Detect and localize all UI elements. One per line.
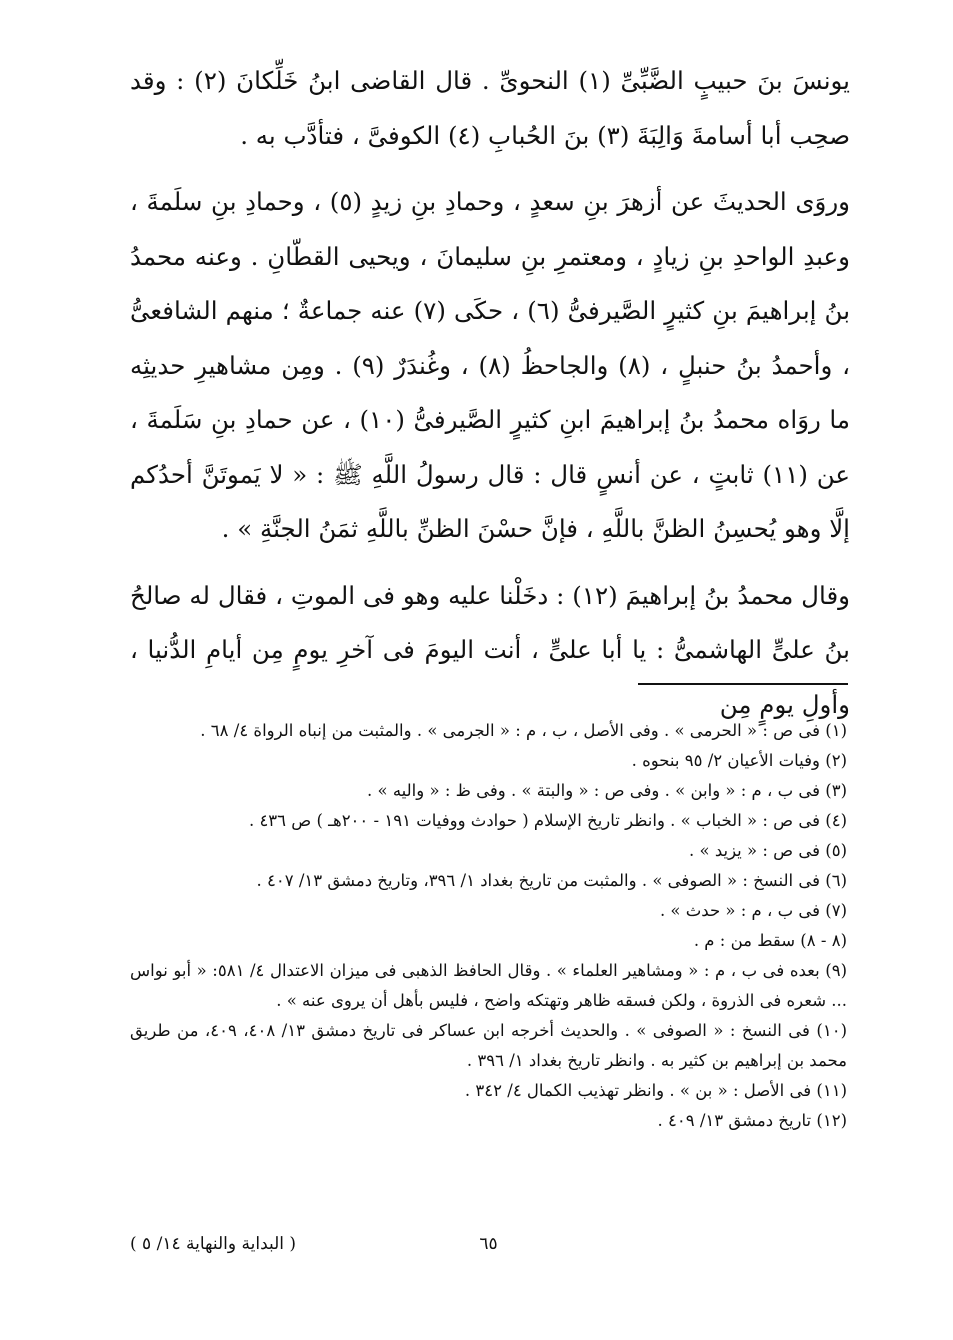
paragraph-spacer <box>130 557 850 569</box>
footnotes-section <box>130 716 847 1136</box>
page-number: ٦٥ <box>479 1234 498 1254</box>
footnote-divider <box>638 683 848 685</box>
main-text <box>130 54 850 732</box>
footnote-4: (٤) فى ص : « الخباب » . وانظر تاريخ الإسلام ( حوادث ووفيات ١٩١ - ٢٠٠هـ ) ص ٤٣٦ . <box>248 811 847 830</box>
footnote-8: (٨ - ٨) سقط من : م . <box>693 931 847 950</box>
footnote-12: (١٢) تاريخ دمشق ١٣/ ٤٠٩ . <box>657 1111 847 1130</box>
footnote-7: (٧) فى ب ، م : « حدث » . <box>659 901 847 920</box>
page-footer <box>130 1234 847 1264</box>
paragraph-3: وقال محمدُ بنُ إبراهيمَ (١٢) : دخَلْنا عليه وهو فى الموتِ ، فقال له صالحُ بنُ علىٍّ الهاشمىُّ : يا أبا علىٍّ ، أنت اليومَ فى آخرِ يومٍ مِن أيامِ الدُّنيا ، وأولِ يومٍ مِن <box>130 580 850 719</box>
footnote-10: (١٠) فى النسخ : « الصوفى » . والحديث أخرجه ابن عساكر فى تاريخ دمشق ١٣/ ٤٠٨، ٤٠٩، من طريق محمد بن إبراهيم بن كثير به . وانظر تاريخ بغداد ١/ ٣٩٦ . <box>130 1021 847 1070</box>
footnote-3: (٣) فى ب ، م : « وابن » . وفى ص : « والبتة » . وفى ظ : « واليه » . <box>367 781 847 800</box>
footnote-2: (٢) وفيات الأعيان ٢/ ٩٥ بنحوه . <box>631 751 847 770</box>
footnote-5: (٥) فى ص : « يزيد » . <box>689 841 847 860</box>
footnote-1: (١) فى ص : « الحرمى » . وفى الأصل ، ب ، م : « الجرمى » . والمثبت من إنباه الرواة ٤/ ٦٨ . <box>200 721 847 740</box>
paragraph-spacer <box>130 163 850 175</box>
paragraph-1: يونسَ بنَ حبيبٍ الضَّبِّىِّ (١) النحوىِّ . قال القاضى ابنُ خَلِّكانَ (٢) : وقد صحِب أبا أسامةَ وَالِبَةَ (٣) بنَ الحُبابِ (٤) الكوفىَّ ، فتأدَّب به . <box>130 66 850 150</box>
footnote-11: (١١) فى الأصل : « بن » . وانظر تهذيب الكمال ٤/ ٣٤٢ . <box>464 1081 847 1100</box>
footnote-6: (٦) فى النسخ : « الصوفى » . والمثبت من تاريخ بغداد ١/ ٣٩٦، وتاريخ دمشق ١٣/ ٤٠٧ . <box>256 871 847 890</box>
paragraph-2: وروَى الحديثَ عن أزهرَ بنِ سعدٍ ، وحمادِ بنِ زيدٍ (٥) ، وحمادِ بنِ سلَمةَ ، وعبدِ الواحدِ بنِ زيادٍ ، ومعتمرِ بنِ سليمانَ ، ويحيى القطّانِ . وعنه محمدُ بنُ إبراهيمَ بنِ كثيرٍ الصَّيرفىُّ (٦) ، حكَى (٧) عنه جماعةٌ ؛ منهم الشافعىُّ ، وأحمدُ بنُ حنبلٍ ، (٨) والجاحظُ (٨) ، وغُندَرٌ (٩) . ومِن مشاهيرِ حديثِه ما روَاه محمدُ بنُ إبراهيمَ ابنِ كثيرٍ الصَّيرفىُّ (١٠) ، عن حمادِ بنِ سَلَمةَ ، عن (١١) ثابتٍ ، عن أنسٍ قال : قال رسولُ اللَّهِ ﷺ : « لا يَموتَنَّ أحدُكم إلَّا وهو يُحسِنُ الظنَّ باللَّهِ ، فإنَّ حسْنَ الظنِّ باللَّهِ ثمَنُ الجنَّةِ » . <box>130 187 851 543</box>
footnote-9: (٩) بعده فى ب ، م : « ومشاهير العلماء » . وقال الحافظ الذهبى فى ميزان الاعتدال ٤/ ٥٨١: « أبو نواس ... شعره فى الذروة ، ولكن فسقه ظاهر وتهتكه واضح ، فليس بأهل أن يروى عنه » . <box>130 961 847 1010</box>
running-title: ( البداية والنهاية ١٤/ ٥ ) <box>130 1234 297 1254</box>
